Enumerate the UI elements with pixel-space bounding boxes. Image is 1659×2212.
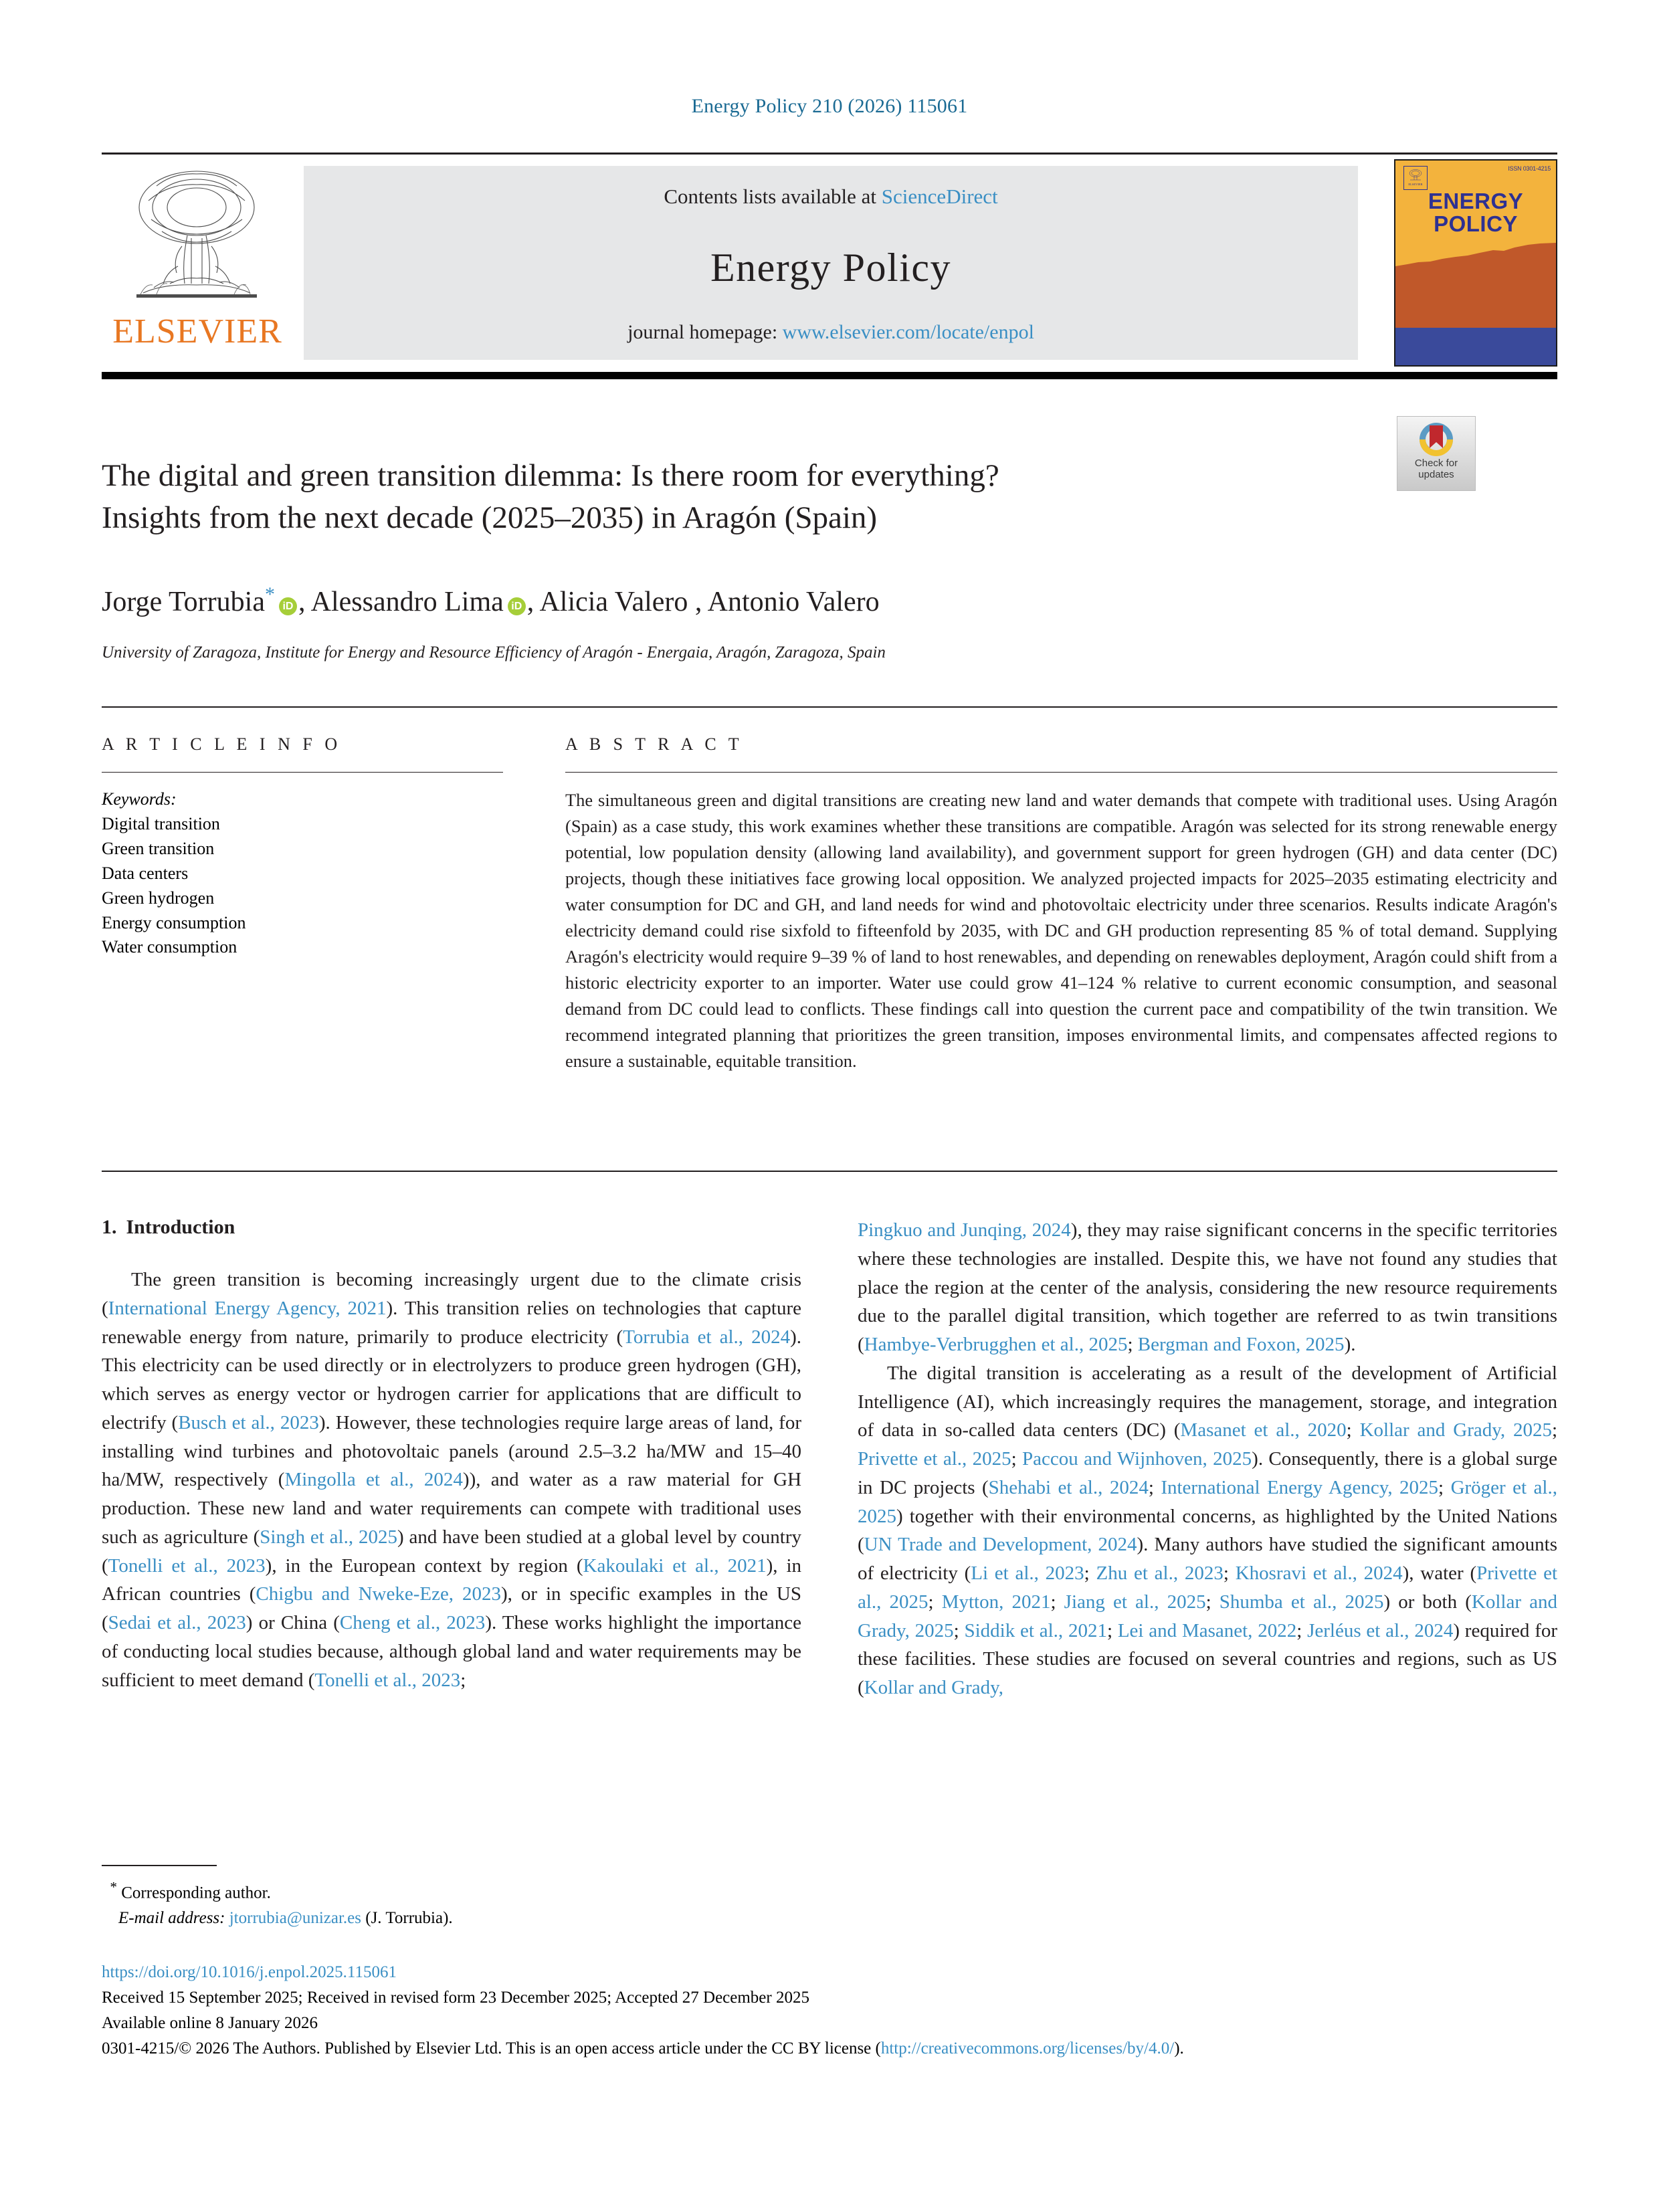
body-text: ). Consequently, there is a global surge in DC projects ( — [858, 1448, 1557, 1498]
email-label: E-mail address: — [118, 1908, 225, 1927]
article-info-column — [102, 734, 503, 960]
sciencedirect-link[interactable]: ScienceDirect — [881, 185, 998, 208]
body-text: ; — [1296, 1619, 1308, 1641]
citation-link[interactable]: Jerléus et al., 2024 — [1307, 1619, 1454, 1641]
body-text: ; — [1551, 1419, 1558, 1441]
journal-homepage-link[interactable]: www.elsevier.com/locate/enpol — [782, 321, 1034, 343]
citation-link[interactable]: Jiang et al., 2025 — [1064, 1591, 1206, 1613]
cover-tree-icon — [1407, 169, 1424, 182]
citation-link[interactable]: Masanet et al., 2020 — [1180, 1419, 1347, 1441]
title-line-1: The digital and green transition dilemma: Is there room for everything? — [102, 458, 999, 493]
corresponding-author-text: Corresponding author. — [121, 1884, 271, 1902]
body-text: ; — [460, 1669, 466, 1691]
citation-link[interactable]: Privette et al., 2025 — [858, 1563, 1558, 1613]
citation-link[interactable]: Shumba et al., 2025 — [1219, 1591, 1384, 1613]
cover-badge-wordmark: ELSEVIER — [1408, 183, 1423, 186]
journal-banner — [304, 166, 1358, 360]
citation-link[interactable]: Kakoulaki et al., 2021 — [583, 1554, 767, 1577]
body-text: ), water ( — [1402, 1563, 1477, 1585]
body-text: ; — [1438, 1476, 1451, 1498]
crossmark-icon — [1415, 420, 1458, 459]
email-link[interactable]: jtorrubia@unizar.es — [229, 1908, 361, 1927]
cover-issn: ISSN 0301-4215 — [1508, 165, 1551, 172]
email-owner: (J. Torrubia). — [365, 1908, 453, 1927]
page-title — [102, 455, 1339, 538]
citation-link[interactable]: International Energy Agency, 2021 — [108, 1297, 387, 1319]
body-text: ). Many authors have studied the significant amounts of electricity ( — [858, 1534, 1557, 1585]
cover-title — [1395, 190, 1556, 235]
cc-license-link[interactable]: http://creativecommons.org/licenses/by/4.0/ — [880, 2039, 1175, 2057]
citation-link[interactable]: Siddik et al., 2021 — [964, 1619, 1107, 1641]
body-text: ), in the European context by region ( — [265, 1554, 583, 1577]
body-text: ) required for these facilities. These studies are focused on several countries and regions, such as US ( — [858, 1619, 1558, 1699]
cover-sea-graphic — [1395, 328, 1556, 365]
body-text: ) or China ( — [246, 1612, 340, 1634]
cover-title-line1: ENERGY — [1428, 189, 1524, 213]
keyword-item: Water consumption — [102, 937, 237, 957]
keywords-label: Keywords: — [102, 789, 177, 809]
body-text: ), or in specific examples in the US ( — [102, 1583, 801, 1634]
citation-link[interactable]: Busch et al., 2023 — [178, 1411, 319, 1433]
masthead — [102, 159, 1557, 367]
masthead-top-rule — [102, 153, 1557, 155]
cover-ridge-shape — [1395, 242, 1556, 272]
crossmark-label-line1: Check for — [1414, 458, 1458, 469]
body-text: ) together with their environmental concerns, as highlighted by the United Nations ( — [858, 1505, 1557, 1556]
body-column-right — [858, 1216, 1557, 1702]
author-separator: , — [526, 587, 540, 617]
citation-link[interactable]: Tonelli et al., 2023 — [108, 1554, 266, 1577]
body-text: ; — [1346, 1419, 1360, 1441]
citation-link[interactable]: Shehabi et al., 2024 — [988, 1476, 1149, 1498]
cover-elsevier-badge — [1403, 166, 1428, 190]
footnote-block — [102, 1877, 838, 1930]
body-text: ; — [1205, 1591, 1219, 1613]
info-section-bottom-rule — [102, 1171, 1557, 1172]
keyword-item: Digital transition — [102, 813, 220, 833]
cover-title-line2: POLICY — [1434, 211, 1518, 236]
body-text: )), and water as a raw material for GH production. These new land and water requirements can compete with traditional uses such as agriculture ( — [102, 1469, 802, 1548]
citation-link[interactable]: Torrubia et al., 2024 — [623, 1326, 791, 1348]
citation-link[interactable]: Paccou and Wijnhoven, 2025 — [1022, 1448, 1252, 1470]
citation-link[interactable]: Mytton, 2021 — [941, 1591, 1051, 1613]
section-number: 1. — [102, 1216, 117, 1238]
article-info-divider — [102, 772, 503, 773]
body-text: ; — [1106, 1619, 1118, 1641]
homepage-prefix: journal homepage: — [627, 321, 783, 343]
body-text: ) and have been studied at a global level by country ( — [102, 1526, 801, 1577]
author-name[interactable]: Alicia Valero — [539, 587, 688, 617]
contents-lists-line — [304, 185, 1358, 209]
section-title: Introduction — [126, 1216, 235, 1238]
journal-title: Energy Policy — [710, 245, 952, 290]
citation-link[interactable]: Gröger et al., 2025 — [858, 1476, 1557, 1527]
section-heading-introduction — [102, 1216, 801, 1239]
citation-link[interactable]: Bergman and Foxon, 2025 — [1137, 1334, 1345, 1356]
citation-link[interactable]: Tonelli et al., 2023 — [314, 1669, 461, 1691]
crossmark-badge[interactable] — [1397, 416, 1476, 491]
body-text: ). — [1344, 1334, 1356, 1356]
citation-link[interactable]: Kollar and Grady, — [864, 1677, 1003, 1699]
author-list — [102, 583, 1440, 618]
elsevier-logo — [102, 166, 289, 367]
keyword-item: Green transition — [102, 838, 215, 858]
journal-homepage-line — [304, 321, 1358, 344]
copyright-suffix: ). — [1174, 2039, 1184, 2057]
body-column-left — [102, 1216, 801, 1694]
citation-link[interactable]: Cheng et al., 2023 — [339, 1612, 486, 1634]
affiliation: University of Zaragoza, Institute for Energy and Resource Efficiency of Aragón - Energaia, Aragón, Zaragoza, Spain — [102, 643, 886, 662]
masthead-bottom-rule — [102, 372, 1557, 379]
keyword-item: Data centers — [102, 863, 189, 883]
body-text: ; — [1127, 1334, 1138, 1356]
abstract-column — [565, 734, 1557, 1074]
citation-link[interactable]: Chigbu and Nweke-Eze, 2023 — [256, 1583, 502, 1605]
body-text: ). These works highlight the importance of conducting local studies because, although global land and water requirements may be sufficient to meet demand ( — [102, 1612, 801, 1691]
contents-prefix: Contents lists available at — [664, 185, 882, 208]
author-name[interactable]: Alessandro Lima — [310, 587, 504, 617]
citation-link[interactable]: Li et al., 2023 — [971, 1563, 1084, 1585]
body-text: ; — [953, 1619, 965, 1641]
intro-paragraph-1 — [102, 1266, 801, 1694]
journal-cover-thumbnail — [1394, 159, 1557, 367]
intro-paragraph-1-continued — [858, 1216, 1557, 1359]
keyword-item: Energy consumption — [102, 912, 246, 932]
body-text: ). However, these technologies require large areas of land, for installing wind turbines and photovoltaic panels (around 2.5–3.2 ha/MW and 15–40 ha/MW, respectively ( — [102, 1411, 801, 1491]
body-text: ; — [1223, 1563, 1236, 1585]
author-name[interactable]: Antonio Valero — [707, 587, 880, 617]
body-text: The green transition is becoming increasingly urgent due to the climate crisis ( — [102, 1269, 801, 1319]
keyword-item: Green hydrogen — [102, 888, 215, 908]
body-text: ; — [928, 1591, 942, 1613]
citation-link[interactable]: Hambye-Verbrugghen et al., 2025 — [864, 1334, 1128, 1356]
citation-link[interactable]: Singh et al., 2025 — [260, 1526, 397, 1548]
body-text: ; — [1011, 1448, 1023, 1470]
citation-link[interactable]: Privette et al., 2025 — [858, 1448, 1011, 1470]
abstract-text: The simultaneous green and digital transitions are creating new land and water demands that compete with traditional uses. Using Aragón (Spain) as a case study, this work examines whether these transitions are compatible. Aragón was selected for its strong renewable energy potential, low population density (allowing land availability), and government support for green hydrogen (GH) and data center (DC) projects, though these initiatives face growing local opposition. We analyzed projected impacts for 2025–2035 estimating electricity and water consumption for DC and GH, and land needs for wind and photovoltaic electricity under three scenarios. Results indicate Aragón's electricity demand could rise sixfold to fifteenfold by 2035, with DC and GH production representing 85 % of total demand. Supplying Aragón's electricity would require 9–39 % of land to host renewables, and depending on renewables deployment, Aragón could shift from a historic electricity exporter to an importer. Water use could grow 41–124 % relative to current economic consumption, and seasonal demand from DC could lead to conflicts. These findings call into question the current pace and compatibility of the twin transition. We recommend integrated planning that prioritizes the green transition, imposes environmental limits, and compensates affected regions to ensure a sustainable, equitable transition. — [565, 790, 1557, 1071]
citation-link[interactable]: Zhu et al., 2023 — [1096, 1563, 1224, 1585]
corresponding-author-note — [102, 1877, 838, 1906]
running-head: Energy Policy 210 (2026) 115061 — [691, 95, 968, 117]
doi-link[interactable]: https://doi.org/10.1016/j.enpol.2025.115061 — [102, 1963, 397, 1981]
elsevier-wordmark: ELSEVIER — [112, 312, 282, 350]
title-line-2: Insights from the next decade (2025–2035) in Aragón (Spain) — [102, 500, 878, 535]
body-text: ; — [1050, 1591, 1064, 1613]
article-info-heading: A R T I C L E I N F O — [102, 734, 342, 754]
footnote-rule — [102, 1865, 217, 1866]
crossmark-label — [1397, 458, 1475, 481]
body-text: The digital transition is accelerating as a result of the development of Artificial Intelligence (AI), which increasingly requires the management, storage, and integration of data in so-called data centers (DC) ( — [858, 1362, 1557, 1441]
citation-link[interactable]: Kollar and Grady, 2025 — [1359, 1419, 1552, 1441]
citation-link[interactable]: Pingkuo and Junqing, 2024 — [858, 1219, 1071, 1241]
citation-link[interactable]: International Energy Agency, 2025 — [1161, 1476, 1439, 1498]
author-name[interactable]: Jorge Torrubia — [102, 587, 265, 617]
body-text: ). This transition relies on technologies that capture renewable energy from nature, primarily to produce electricity ( — [102, 1297, 801, 1348]
citation-link[interactable]: Sedai et al., 2023 — [108, 1612, 246, 1634]
intro-paragraph-2 — [858, 1359, 1557, 1702]
citation-link[interactable]: Lei and Masanet, 2022 — [1117, 1619, 1297, 1641]
footer-block — [102, 1960, 1560, 2062]
citation-link[interactable]: Kollar and Grady, 2025 — [858, 1591, 1557, 1641]
body-text: ), they may raise significant concerns in the specific territories where these technologies are installed. Despite this, we have not found any studies that place the region at the center of the analysis, considering the new resource requirements due to the parallel digital transition, which together are referred to as twin transitions ( — [858, 1219, 1557, 1356]
orcid-icon[interactable]: iD — [508, 597, 526, 615]
received-dates: Received 15 September 2025; Received in revised form 23 December 2025; Accepted 27 December 2025 — [102, 1989, 809, 2007]
author-separator: , — [688, 587, 708, 617]
copyright-prefix: 0301-4215/© 2026 The Authors. Published by Elsevier Ltd. This is an open access article under the CC BY license ( — [102, 2039, 881, 2057]
citation-link[interactable]: UN Trade and Development, 2024 — [864, 1534, 1137, 1556]
citation-link[interactable]: Mingolla et al., 2024 — [284, 1469, 463, 1491]
author-separator: , — [298, 587, 311, 617]
crossmark-label-line2: updates — [1418, 468, 1454, 480]
corresponding-author-marker: * — [264, 583, 275, 605]
citation-link[interactable]: Khosravi et al., 2024 — [1235, 1563, 1403, 1585]
footnote-star: * — [110, 1879, 117, 1895]
info-section-top-rule — [102, 706, 1557, 708]
available-online: Available online 8 January 2026 — [102, 2014, 318, 2032]
abstract-divider — [565, 772, 1557, 773]
body-text: ; — [1148, 1476, 1161, 1498]
abstract-heading: A B S T R A C T — [565, 734, 743, 754]
copyright-line — [102, 2036, 1560, 2062]
elsevier-tree-icon — [116, 166, 277, 313]
body-text: ), in African countries ( — [102, 1554, 802, 1605]
email-note — [102, 1906, 838, 1931]
body-text: ). This electricity can be used directly or in electrolyzers to produce green hydrogen (GH), which serves as energy vector or hydrogen carrier for applications that are difficult to electrify ( — [102, 1326, 801, 1433]
cover-mountain-graphic — [1395, 268, 1556, 328]
body-text: ; — [1084, 1563, 1096, 1585]
body-text: ) or both ( — [1383, 1591, 1472, 1613]
orcid-icon[interactable]: iD — [279, 597, 297, 615]
